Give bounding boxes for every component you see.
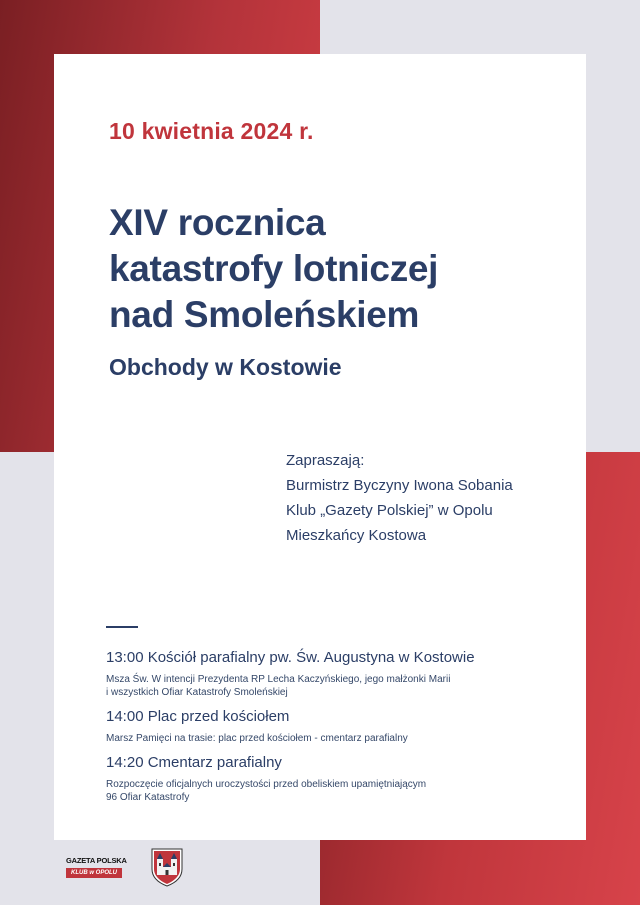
gazeta-polska-logo (66, 856, 127, 882)
byczyna-coat-of-arms-icon (150, 847, 184, 887)
event-schedule (106, 648, 566, 812)
invitation-host: Klub „Gazety Polskiej” w Opolu (286, 502, 493, 519)
poster-title (109, 200, 569, 338)
event-date: 10 kwietnia 2024 r. (109, 118, 314, 144)
title-line: XIV rocznica (109, 202, 326, 243)
schedule-item-description (106, 778, 566, 804)
schedule-item (106, 648, 566, 699)
schedule-item-title: 14:00 Plac przed kościołem (106, 708, 290, 725)
description-line: Msza Św. W intencji Prezydenta RP Lecha Kaczyńskiego, jego małżonki Marii (106, 674, 451, 685)
invitation-host: Burmistrz Byczyny Iwona Sobania (286, 477, 513, 494)
schedule-item-description (106, 673, 566, 699)
description-line: Marsz Pamięci na trasie: plac przed kościołem - cmentarz parafialny (106, 733, 408, 744)
invitation-host: Mieszkańcy Kostowa (286, 527, 427, 544)
description-line: i wszystkich Ofiar Katastrofy Smoleńskiej (106, 687, 288, 698)
poster-card (54, 54, 586, 840)
schedule-item-title: 14:20 Cmentarz parafialny (106, 754, 282, 771)
schedule-item-title: 13:00 Kościół parafialny pw. Św. Augustyna w Kostowie (106, 649, 475, 666)
gazeta-polska-logo-subtitle: KLUB w OPOLU (66, 868, 122, 878)
description-line: 96 Ofiar Katastrofy (106, 792, 190, 803)
schedule-item (106, 753, 566, 804)
invitation-block (286, 448, 576, 548)
description-line: Rozpoczęcie oficjalnych uroczystości przed obeliskiem upamiętniającym (106, 779, 427, 790)
section-divider (106, 626, 138, 628)
title-line: nad Smoleńskiem (109, 294, 420, 335)
schedule-item-description (106, 732, 566, 745)
gazeta-polska-logo-title: GAZETA POLSKA (66, 856, 127, 865)
poster-subtitle: Obchody w Kostowie (109, 354, 342, 380)
title-line: katastrofy lotniczej (109, 248, 439, 289)
schedule-item (106, 707, 566, 745)
invitation-heading: Zapraszają: (286, 452, 365, 469)
